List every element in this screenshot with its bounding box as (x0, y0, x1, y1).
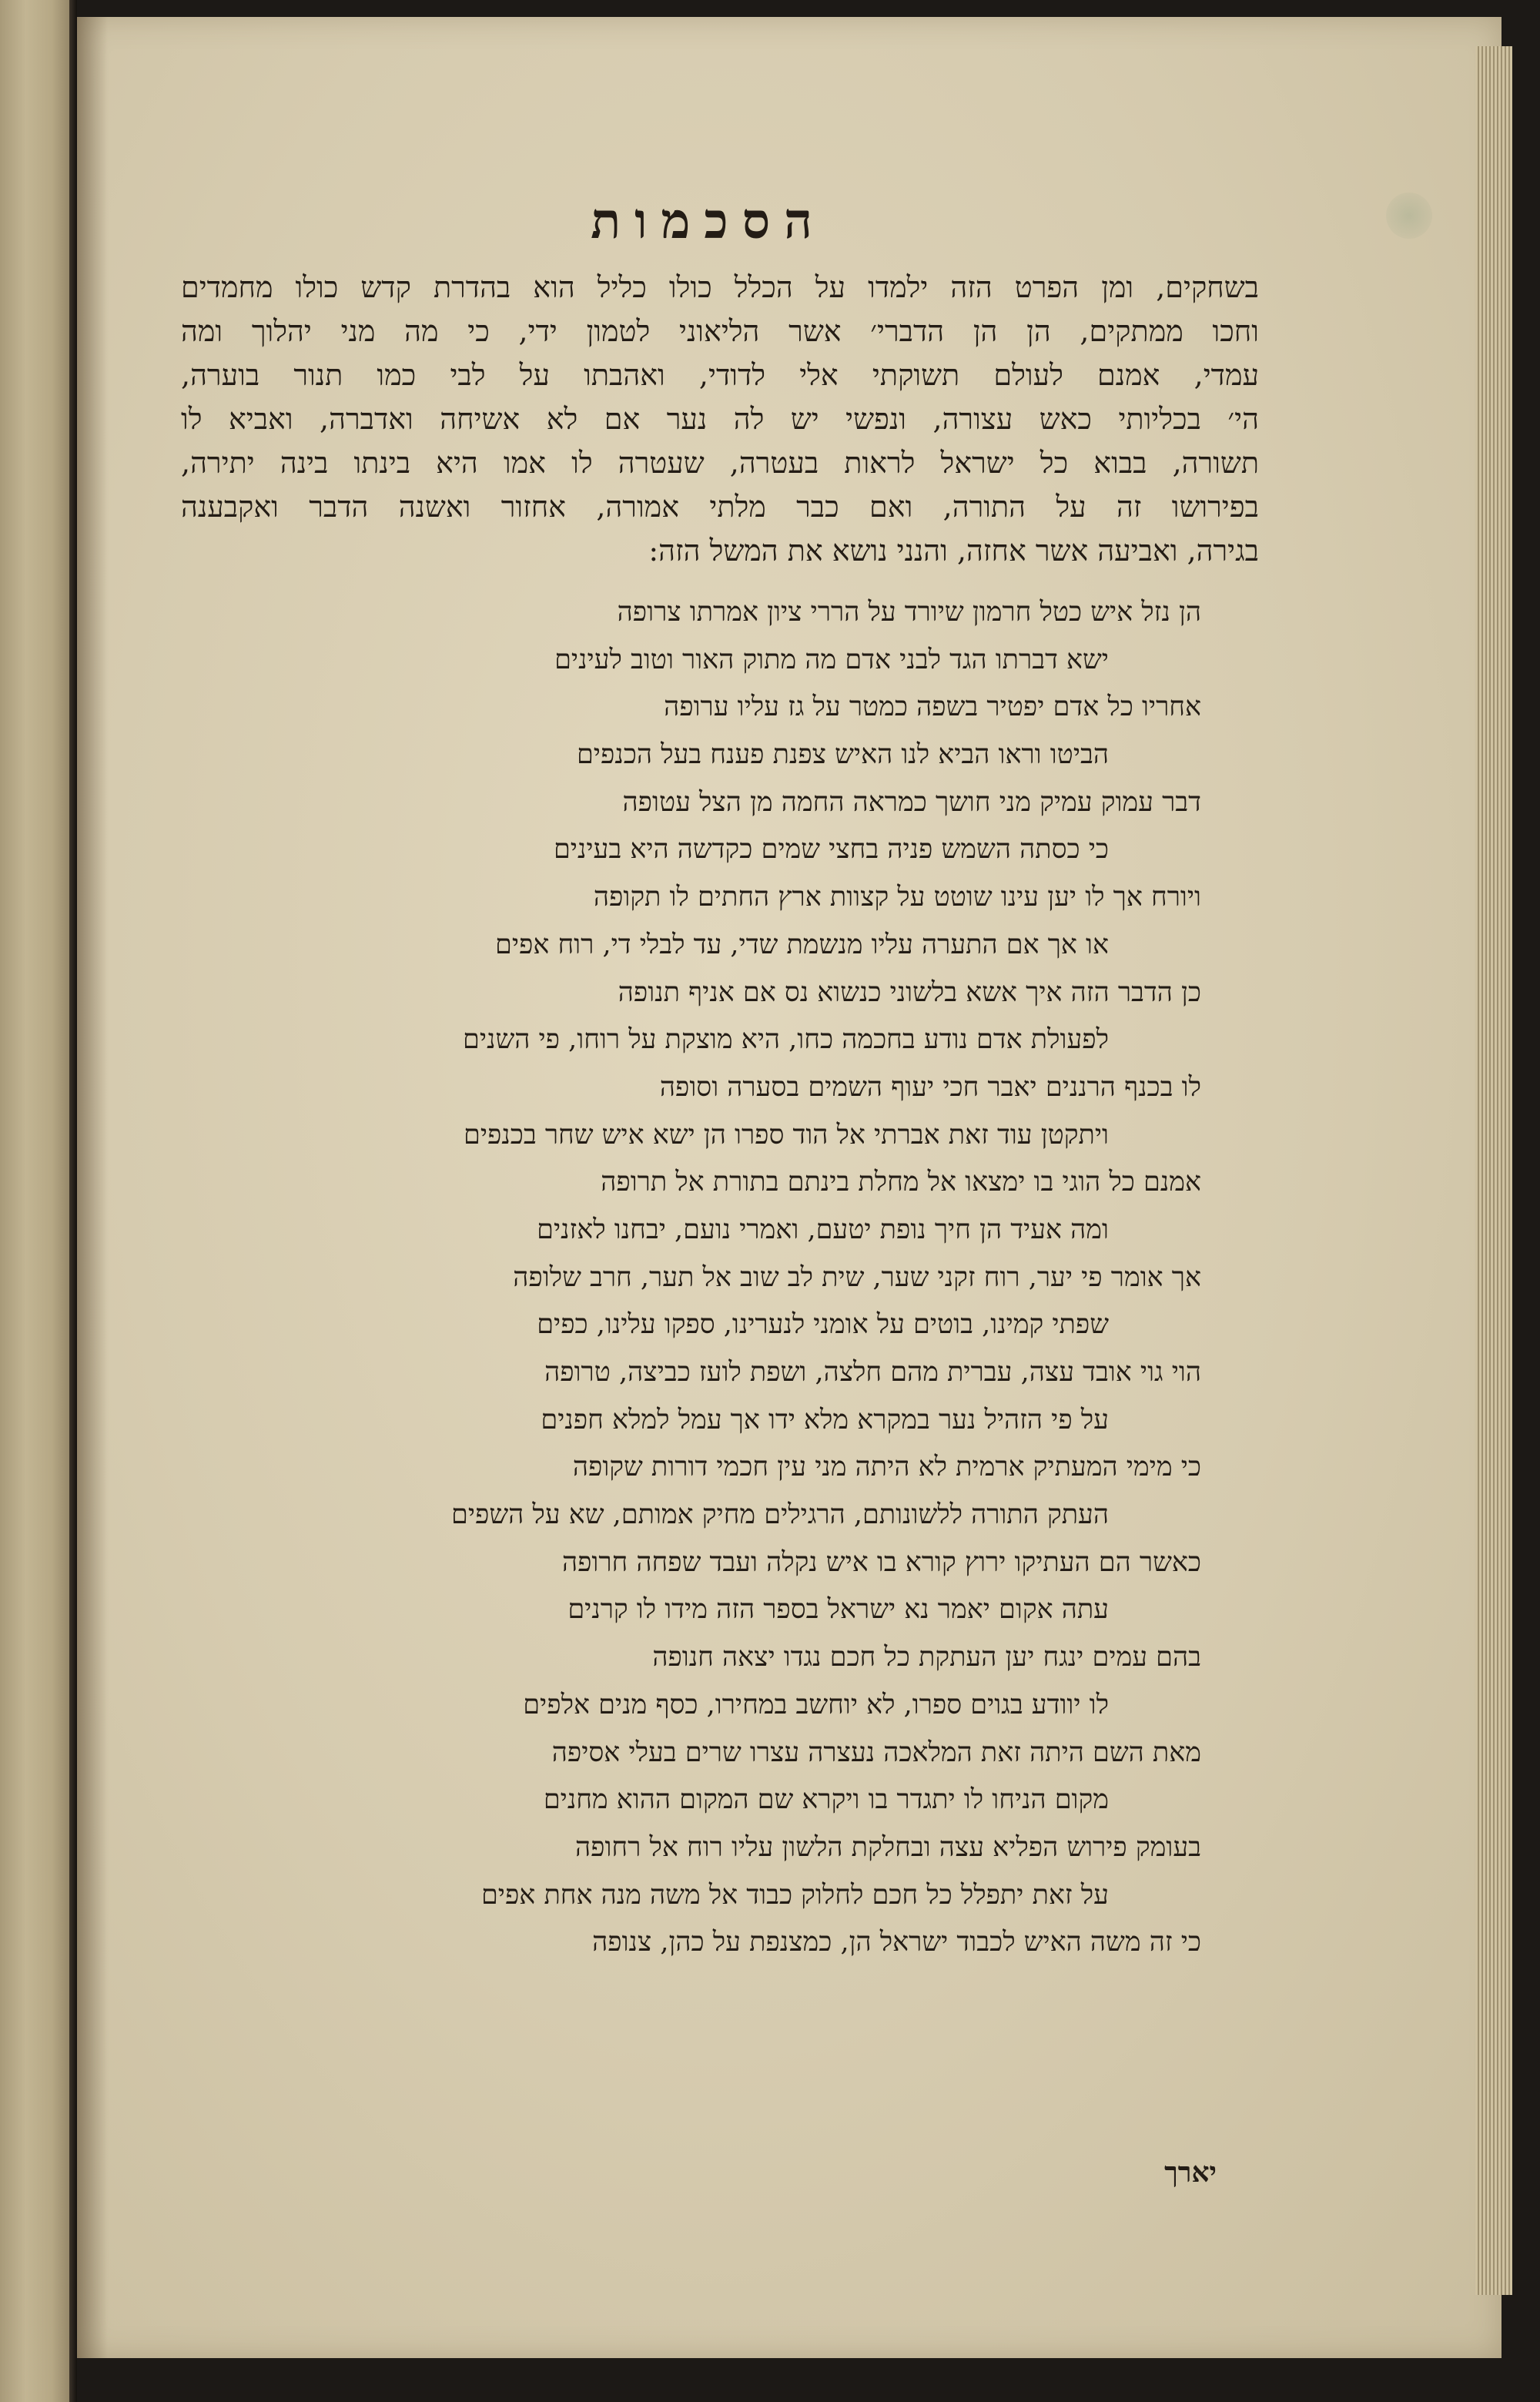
poem-line: לו בכנף הרננים יאבר חכי יעוף השמים בסערה וסופה (659, 1071, 1201, 1103)
poem-line: העתק התורה ללשונותם, הרגילים מחיק אמותם, שא על השפים (451, 1499, 1109, 1531)
intro-line: עמדי, אמנם לעולם תשוקתי אלי לדודי, ואהבתו על לבי כמו תנור בוערה, (181, 358, 1259, 392)
poem-line: או אך אם התערה עליו מנשמת שדי, עד לבלי די, רוח אפים (494, 929, 1109, 960)
intro-paragraph (181, 266, 1259, 573)
poem-line: הן נזל איש כטל חרמון שיורד על הררי ציון אמרתו צרופה (617, 597, 1201, 628)
intro-line: וחכו ממתקים, הן הן הדברי׳ אשר הליאוני לטמון ידי, כי מה מני יהלוך ומה (181, 314, 1259, 348)
poem-line: על פי הזהיל נער במקרא מלא ידו אך עמל למלא חפנים (541, 1404, 1109, 1436)
intro-line: תשורה, בבוא כל ישראל לראות בעטרה, שעטרה לו אמו היא בינתו בינה יתירה, (181, 446, 1259, 480)
intro-line: בפירושו זה על התורה, ואם כבר מלתי אמורה, אחזור ואשנה הדבר ואקבענה (181, 490, 1259, 524)
poem-line: אחריו כל אדם יפטיר בשפה כמטר על גז עליו ערופה (664, 692, 1201, 723)
poem-line: כי מימי המעתיק ארמית לא היתה מני עין חכמי דורות שקופה (572, 1452, 1201, 1483)
poem-line: מקום הניחו לו יתגדר בו ויקרא שם המקום ההוא מחנים (543, 1784, 1109, 1816)
previous-page-edge (0, 0, 74, 2402)
poem-line: ישא דברתו הגד לבני אדם מה מתוק האור וטוב לעינים (554, 644, 1109, 675)
poem-line: לו יוודע בגוים ספרו, לא יוחשב במחירו, כסף מנים אלפים (523, 1689, 1109, 1720)
poem-line: כי כסתה השמש פניה בחצי שמים כקדשה היא בעינים (553, 834, 1109, 866)
poem-line: על זאת יתפלל כל חכם לחלוק כבוד אל משה מנה אחת אפים (480, 1879, 1109, 1911)
gutter-shadow (77, 17, 108, 2358)
intro-line: בגירה, ואביעה אשר אחזה, והנני נושא את המשל הזה: (648, 534, 1259, 568)
poem-line: ומה אעיד הן חיך נופת יטעם, ואמרי נועם, יבחנו לאזנים (537, 1214, 1109, 1245)
poem-line: עתה אקום יאמר נא ישראל בספר הזה מידו לו קרנים (567, 1594, 1109, 1626)
poem-line: כאשר הם העתיקו ירוץ קורא בו איש נקלה ועבד שפחה חרופה (561, 1546, 1201, 1578)
poem-line: כי זה משה האיש לכבוד ישראל הן, כמצנפת על כהן, צנופה (592, 1927, 1201, 1958)
page-stack-edge (1475, 46, 1512, 2295)
intro-line: בשחקים, ומן הפרט הזה ילמדו על הכלל כולו כליל הוא בהדרת קדש כולו מחמדים (181, 270, 1259, 304)
paper-stain (1386, 193, 1432, 239)
poem-line: כן הדבר הזה איך אשא בלשוני כנשוא נס אם אניף תנופה (618, 977, 1201, 1008)
poem-line: בהם עמים ינגח יען העתקת כל חכם נגדו יצאה חנופה (652, 1642, 1201, 1673)
poem-line: מאת השם היתה זאת המלאכה נעצרה עצרו שרים בעלי אסיפה (551, 1737, 1201, 1768)
poem-line: אך אומר פי יער, רוח זקני שער, שית לב שוב אל תער, חרב שלופה (513, 1261, 1201, 1293)
poem-line: ויורח אך לו יען עינו שוטט על קצוות ארץ החתים לו תקופה (593, 882, 1201, 913)
poem-line: ויתקטן עוד זאת אברתי אל הוד ספרו הן ישא איש שחר בכנפים (463, 1119, 1109, 1151)
poem-line: הוי גוי אובד עצה, עברית מהם חלצה, ושפת לועז כביצה, טרופה (544, 1357, 1201, 1388)
signature: יארך (1164, 2156, 1217, 2189)
poem-line: לפעולת אדם נודע בחכמה כחו, היא מוצקת על רוחו, פי השנים (463, 1024, 1109, 1056)
page-title: הסכמות (591, 193, 826, 250)
poem-line: אמנם כל הוגי בו ימצאו אל מחלת בינתם בתורת אל תרופה (601, 1167, 1201, 1198)
poem-line: הביטו וראו הביא לנו האיש צפנת פענח בעל הכנפים (576, 739, 1109, 771)
poem-line: דבר עמוק עמיק מני חושך כמראה החמה מן הצל עטופה (622, 786, 1201, 818)
poem-line: שפתי קמינו, בוטים על אומני לנערינו, ספקו עלינו, כפים (537, 1309, 1109, 1341)
intro-line: הי׳ בכליותי כאש עצורה, ונפשי יש לה נער אם לא אשיחה ואדברה, ואביא לו (181, 402, 1259, 436)
poem-line: בעומק פירוש הפליא עצה ובחלקת הלשון עליו רוח אל רחופה (575, 1831, 1201, 1863)
poem (108, 589, 1201, 1967)
